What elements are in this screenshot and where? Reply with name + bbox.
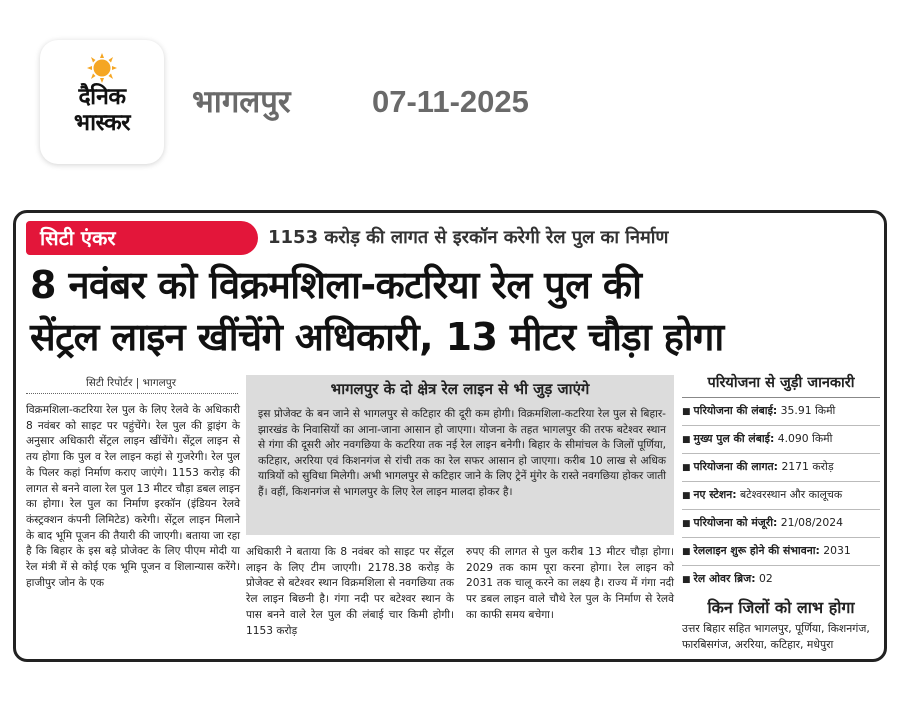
logo-line-1: दैनिक (78, 84, 126, 110)
bullet-icon: ■ (682, 491, 691, 501)
byline: सिटी रिपोर्टर | भागलपुर (86, 377, 177, 389)
fact-item (682, 454, 880, 482)
fact-label: परियोजना को मंजूरी: (693, 516, 778, 529)
bullet-icon: ■ (682, 519, 691, 529)
headline (30, 259, 880, 363)
fact-value: 2171 करोड़ (781, 460, 834, 473)
bullet-icon: ■ (682, 575, 691, 585)
bullet-icon: ■ (682, 547, 691, 557)
highlight-box-text: इस प्रोजेक्ट के बन जाने से भागलपुर से कटिहार की दूरी कम होगी। विक्रमशिला-कटरिया रेल पुल से बिहार-झारखंड के निवासियों का आना-जाना आसान हो जाएगा। योजना के तहत भागलपुर की तरफ बटेश्वर स्थान से गंगा की दूसरी ओर नवगछिया के कटरिया तक नई रेल लाइन बनेगी। बिहार के सीमांचल के जिलों पूर्णिया, कटिहार, अररिया एवं किशनगंज से रांची तक का रेल सफर आसान हो जाएगा। करीब 10 लाख से अधिक यात्रियों को सुविधा मिलेगी। अभी भागलपुर से कटिहार जाने के लिए ट्रेनें मुंगेर के रास्ते नवगछिया होकर जाती हैं। वहीं, किशनगंज से भागलपुर के लिए रेल लाइन मालदा होकर है। (258, 408, 666, 498)
body-column-left: विक्रमशिला-कटरिया रेल पुल के लिए रेलवे के अधिकारी 8 नवंबर को साइट पर पहुंचेंगे। रेल पुल की ड्राइंग के अनुसार अधिकारी सेंट्रल लाइन खींचेंगे। सेंट्रल लाइन से तय होगा कि पुल व रेल लाइन कहां से गुजरेगी। रेल पुल के पिलर कहां निर्माण कराए जाएंगे। 1153 करोड़ की लागत से बनने वाला रेल पुल 13 मीटर चौड़ा डबल लाइन का होगा। रेल पुल का निर्माण इरकॉन (इंडियन रेलवे कंस्ट्रक्शन कंपनी लिमिटेड) करेगी। सेंट्रल लाइन मिलाने के बाद भूमि पूजन की तैयारी की जाएगी। बताया जा रहा है कि बिहार के इस बड़े प्रोजेक्ट के लिए पीएम मोदी या रेल मंत्री में से कोई एक भूमि पूजन व शिलान्यास करेंगे। हाजीपुर जोन के एक (26, 404, 240, 589)
fact-value: 2031 (823, 544, 851, 557)
bullet-icon: ■ (682, 463, 691, 473)
headline-line-1: 8 नवंबर को विक्रमशिला-कटरिया रेल पुल की (30, 263, 642, 307)
fact-item (682, 398, 880, 426)
fact-label: रेल ओवर ब्रिज: (693, 572, 756, 585)
news-clipping (13, 210, 887, 662)
fact-label: रेललाइन शुरू होने की संभावना: (693, 544, 820, 557)
fact-item (682, 510, 880, 538)
fact-item (682, 566, 880, 593)
edition-date: 07-11-2025 (372, 84, 529, 119)
fact-value: 35.91 किमी (780, 404, 836, 417)
byline-divider (26, 393, 238, 394)
project-info-sidebar (682, 371, 880, 653)
fact-value: 21/08/2024 (780, 516, 843, 529)
bullet-icon: ■ (682, 407, 691, 417)
kicker-badge: सिटी एंकर (26, 221, 258, 255)
fact-item (682, 482, 880, 510)
bullet-icon: ■ (682, 435, 691, 445)
body-column-mid-1: अधिकारी ने बताया कि 8 नवंबर को साइट पर सेंट्रल लाइन के लिए टीम जाएगी। 2178.38 करोड़ के प्रोजेक्ट से बटेश्वर स्थान विक्रमशिला से नवगछिया तक रेल लाइन बिछनी है। गंगा नदी पर बटेश्वर स्थान के पास बनने वाले रेल पुल की लंबाई चार किमी होगी। 1153 करोड़ (246, 546, 454, 637)
fact-label: परियोजना की लंबाई: (693, 404, 778, 417)
fact-value: 02 (758, 572, 773, 585)
city-name: भागलपुर (192, 84, 291, 120)
highlight-box (246, 375, 674, 535)
fact-label: मुख्य पुल की लंबाई: (693, 432, 775, 445)
subheadline: 1153 करोड़ की लागत से इरकॉन करेगी रेल पुल का निर्माण (268, 227, 669, 248)
fact-value: बटेश्वरस्थान और कालूचक (739, 488, 843, 501)
highlight-box-title: भागलपुर के दो क्षेत्र रेल लाइन से भी जुड़ जाएंगे (330, 380, 590, 398)
fact-item (682, 538, 880, 566)
body-column-mid-2: रुपए की लागत से पुल करीब 13 मीटर चौड़ा होगा। 2029 तक काम पूरा करना होगा। रेल लाइन को 2031 तक चालू करने का लक्ष्य है। राज्य में गंगा नदी पर डबल लाइन वाले चौथे रेल पुल के निर्माण से रेलवे का काफी समय बचेगा। (466, 546, 674, 621)
app-logo[interactable] (40, 40, 164, 164)
benefit-districts: उत्तर बिहार सहित भागलपुर, पूर्णिया, किशनगंज, फारबिसगंज, अररिया, कटिहार, मधेपुरा (682, 622, 870, 651)
fact-label: परियोजना की लागत: (693, 460, 778, 473)
kicker-row (26, 221, 878, 255)
fact-item (682, 426, 880, 454)
benefit-title: किन जिलों को लाभ होगा (707, 598, 855, 617)
headline-line-2: सेंट्रल लाइन खींचेंगे अधिकारी, 13 मीटर चौड़ा होगा (30, 315, 724, 359)
sun-icon (84, 52, 120, 84)
logo-line-2: भास्कर (73, 110, 131, 136)
fact-value: 4.090 किमी (777, 432, 833, 445)
fact-label: नए स्टेशन: (693, 488, 737, 501)
sidebar-title: परियोजना से जुड़ी जानकारी (682, 371, 880, 398)
